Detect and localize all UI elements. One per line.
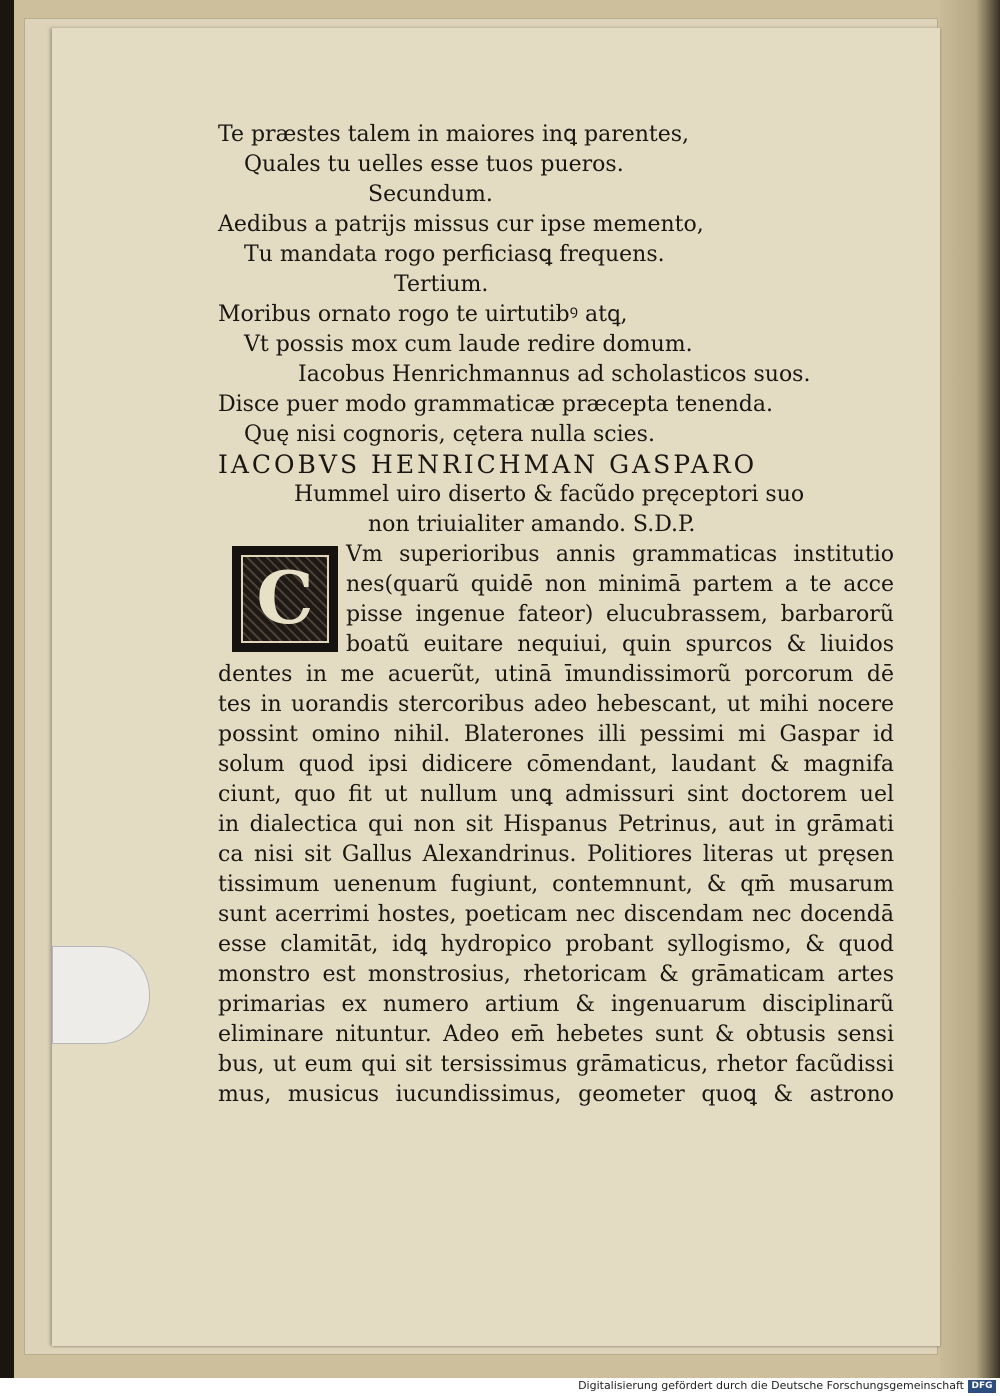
- text-line: Moribus ornato rogo te uirtutibꝰ atꝗ,: [218, 302, 628, 327]
- text-line: solum quod ipsi didicere cōmendant, laudant & magnifa: [218, 752, 894, 777]
- text-line: nes(quarũ quidē non minimā partem a te acce: [346, 572, 894, 597]
- initial-letter: C: [256, 555, 314, 640]
- text-line: Quales tu uelles esse tuos pueros.: [244, 152, 624, 177]
- text-line: in dialectica qui non sit Hispanus Petrinus, aut in grāmati: [218, 812, 894, 837]
- text-line: Hummel uiro diserto & facũdo pręceptori suo: [294, 482, 805, 507]
- text-line: Vm superioribus annis grammaticas institutio: [346, 542, 894, 567]
- text-line: ca nisi sit Gallus Alexandrinus. Politiores literas ut pręsen: [218, 842, 894, 867]
- text-line: tissimum uenenum fugiunt, contemnunt, & qm̄ musarum: [218, 872, 894, 897]
- text-line: dentes in me acuerũt, utinā īmundissimorũ porcorum dē: [218, 662, 894, 687]
- text-line: mus, musicus iucundissimus, geometer quoꝗ & astrono: [218, 1082, 894, 1107]
- text-line: Iacobus Henrichmannus ad scholasticos suos.: [298, 362, 811, 387]
- text-line: boatũ euitare nequiui, quin spurcos & liuidos: [346, 632, 894, 657]
- plastic-page-clip: [52, 946, 150, 1044]
- funding-note: Digitalisierung gefördert durch die Deutsche Forschungsgemeinschaft: [578, 1379, 964, 1392]
- text-line: Aedibus a patrijs missus cur ipse memento,: [218, 212, 704, 237]
- text-line: Te præstes talem in maiores inꝗ parentes,: [218, 122, 690, 147]
- text-line: non triuialiter amando. S.D.P.: [368, 512, 696, 537]
- text-line: Tu mandata rogo perficiasꝗ frequens.: [244, 242, 665, 267]
- text-line: pisse ingenue fateor) elucubrassem, barbarorũ: [346, 602, 894, 627]
- text-line: Quę nisi cognoris, cętera nulla scies.: [244, 422, 655, 447]
- text-line: ciunt, quo fit ut nullum unꝗ admissuri sint doctorem uel: [218, 782, 894, 807]
- book-spine-edge: [940, 0, 1000, 1378]
- text-line: Vt possis mox cum laude redire domum.: [244, 332, 693, 357]
- page-text: [218, 120, 894, 1110]
- dfg-logo: DFG: [968, 1380, 996, 1393]
- footer-bar: [0, 1378, 1000, 1396]
- text-line: possint omino nihil. Blaterones illi pessimi mi Gaspar id: [218, 722, 894, 747]
- letter-heading: IACOBVS HENRICHMAN GASPARO: [218, 450, 758, 479]
- text-line: esse clamitāt, idꝗ hydropico probant syllogismo, & quod: [218, 932, 894, 957]
- text-line: Disce puer modo grammaticæ præcepta tenenda.: [218, 392, 773, 417]
- text-line: monstro est monstrosius, rhetoricam & grāmaticam artes: [218, 962, 894, 987]
- text-line: eliminare nituntur. Adeo em̄ hebetes sunt & obtusis sensi: [218, 1022, 894, 1047]
- section-heading: Secundum.: [368, 182, 493, 207]
- section-heading: Tertium.: [394, 272, 489, 297]
- text-line: bus, ut eum qui sit tersissimus grāmaticus, rhetor facũdissi: [218, 1052, 894, 1077]
- text-line: primarias ex numero artium & ingenuarum disciplinarũ: [218, 992, 894, 1017]
- text-line: sunt acerrimi hostes, poeticam nec discendam nec docendā: [218, 902, 894, 927]
- text-line: tes in uorandis stercoribus adeo hebescant, ut mihi nocere: [218, 692, 894, 717]
